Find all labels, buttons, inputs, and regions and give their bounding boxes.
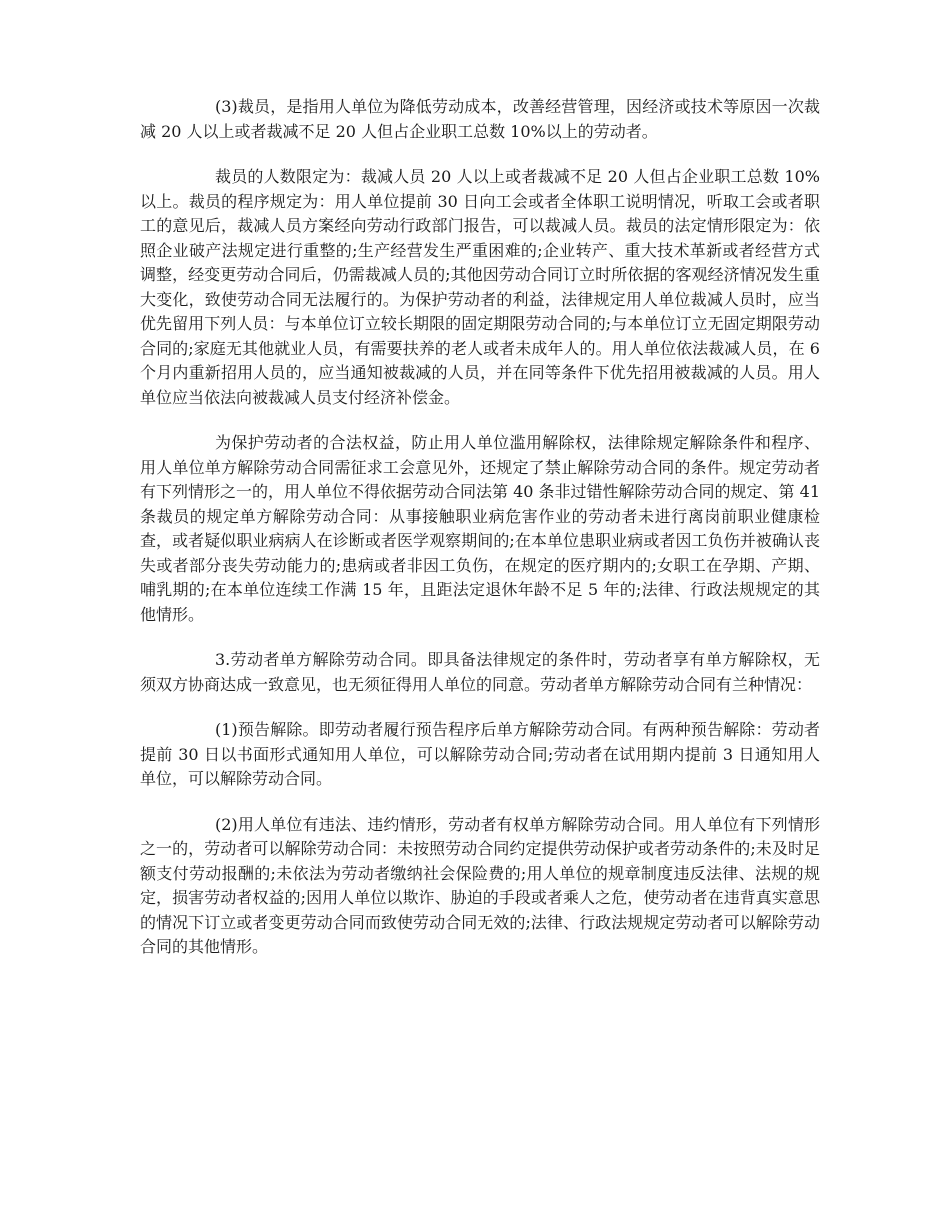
paragraph-notice-termination: (1)预告解除。即劳动者履行预告程序后单方解除劳动合同。有两种预告解除：劳动者提前 30 日以书面形式通知用人单位，可以解除劳动合同;劳动者在试用期内提前 3 日通知用人单位，可以解除劳动合同。 [140,720,820,788]
paragraph-layoffs-rules: 裁员的人数限定为：裁减人员 20 人以上或者裁减不足 20 人但占企业职工总数 10%以上。裁员的程序规定为：用人单位提前 30 日向工会或者全体职工说明情况，听取工会或者职工的意见后，裁减人员方案经向劳动行政部门报告，可以裁减人员。裁员的法定情形限定为：依照企业破产法规定进行重整的;生产经营发生严重困难的;企业转产、重大技术革新或者经营方式调整，经变更劳动合同后，仍需裁减人员的;其他因劳动合同订立时所依据的客观经济情况发生重大变化，致使劳动合同无法履行的。为保护劳动者的利益，法律规定用人单位裁减人员时，应当优先留用下列人员：与本单位订立较长期限的固定期限劳动合同的;与本单位订立无固定期限劳动合同的;家庭无其他就业人员，有需要扶养的老人或者未成年人的。用人单位依法裁减人员，在 6 个月内重新招用人员的，应当通知被裁减的人员，并在同等条件下优先招用被裁减的人员。用人单位应当依法向被裁减人员支付经济补偿金。 [140,167,820,407]
paragraph-layoffs-definition: (3)裁员，是指用人单位为降低劳动成本，改善经营管理，因经济或技术等原因一次裁减 20 人以上或者裁减不足 20 人但占企业职工总数 10%以上的劳动者。 [140,97,820,141]
document-page [140,95,820,981]
paragraph-worker-termination: 3.劳动者单方解除劳动合同。即具备法律规定的条件时，劳动者享有单方解除权，无须双方协商达成一致意见，也无须征得用人单位的同意。劳动者单方解除劳动合同有兰种情况： [140,650,820,694]
paragraph-employer-violation-termination: (2)用人单位有违法、违约情形，劳动者有权单方解除劳动合同。用人单位有下列情形之一的，劳动者可以解除劳动合同：未按照劳动合同约定提供劳动保护或者劳动条件的;未及时足额支付劳动报酬的;未依法为劳动者缴纳社会保险费的;用人单位的规章制度违反法律、法规的规定，损害劳动者权益的;因用人单位以欺诈、胁迫的手段或者乘人之危，使劳动者在违背真实意思的情况下订立或者变更劳动合同而致使劳动合同无效的;法律、行政法规规定劳动者可以解除劳动合同的其他情形。 [140,814,820,956]
paragraph-dismissal-prohibitions: 为保护劳动者的合法权益，防止用人单位滥用解除权，法律除规定解除条件和程序、用人单位单方解除劳动合同需征求工会意见外，还规定了禁止解除劳动合同的条件。规定劳动者有下列情形之一的，用人单位不得依据劳动合同法第 40 条非过错性解除劳动合同的规定、第 41 条裁员的规定单方解除劳动合同：从事接触职业病危害作业的劳动者未进行离岗前职业健康检查，或者疑似职业病病人在诊断或者医学观察期间的;在本单位患职业病或者因工负伤并被确认丧失或者部分丧失劳动能力的;患病或者非因工负伤，在规定的医疗期内的;女职工在孕期、产期、哺乳期的;在本单位连续工作满 15 年，且距法定退休年龄不足 5 年的;法律、行政法规规定的其他情形。 [140,433,820,624]
